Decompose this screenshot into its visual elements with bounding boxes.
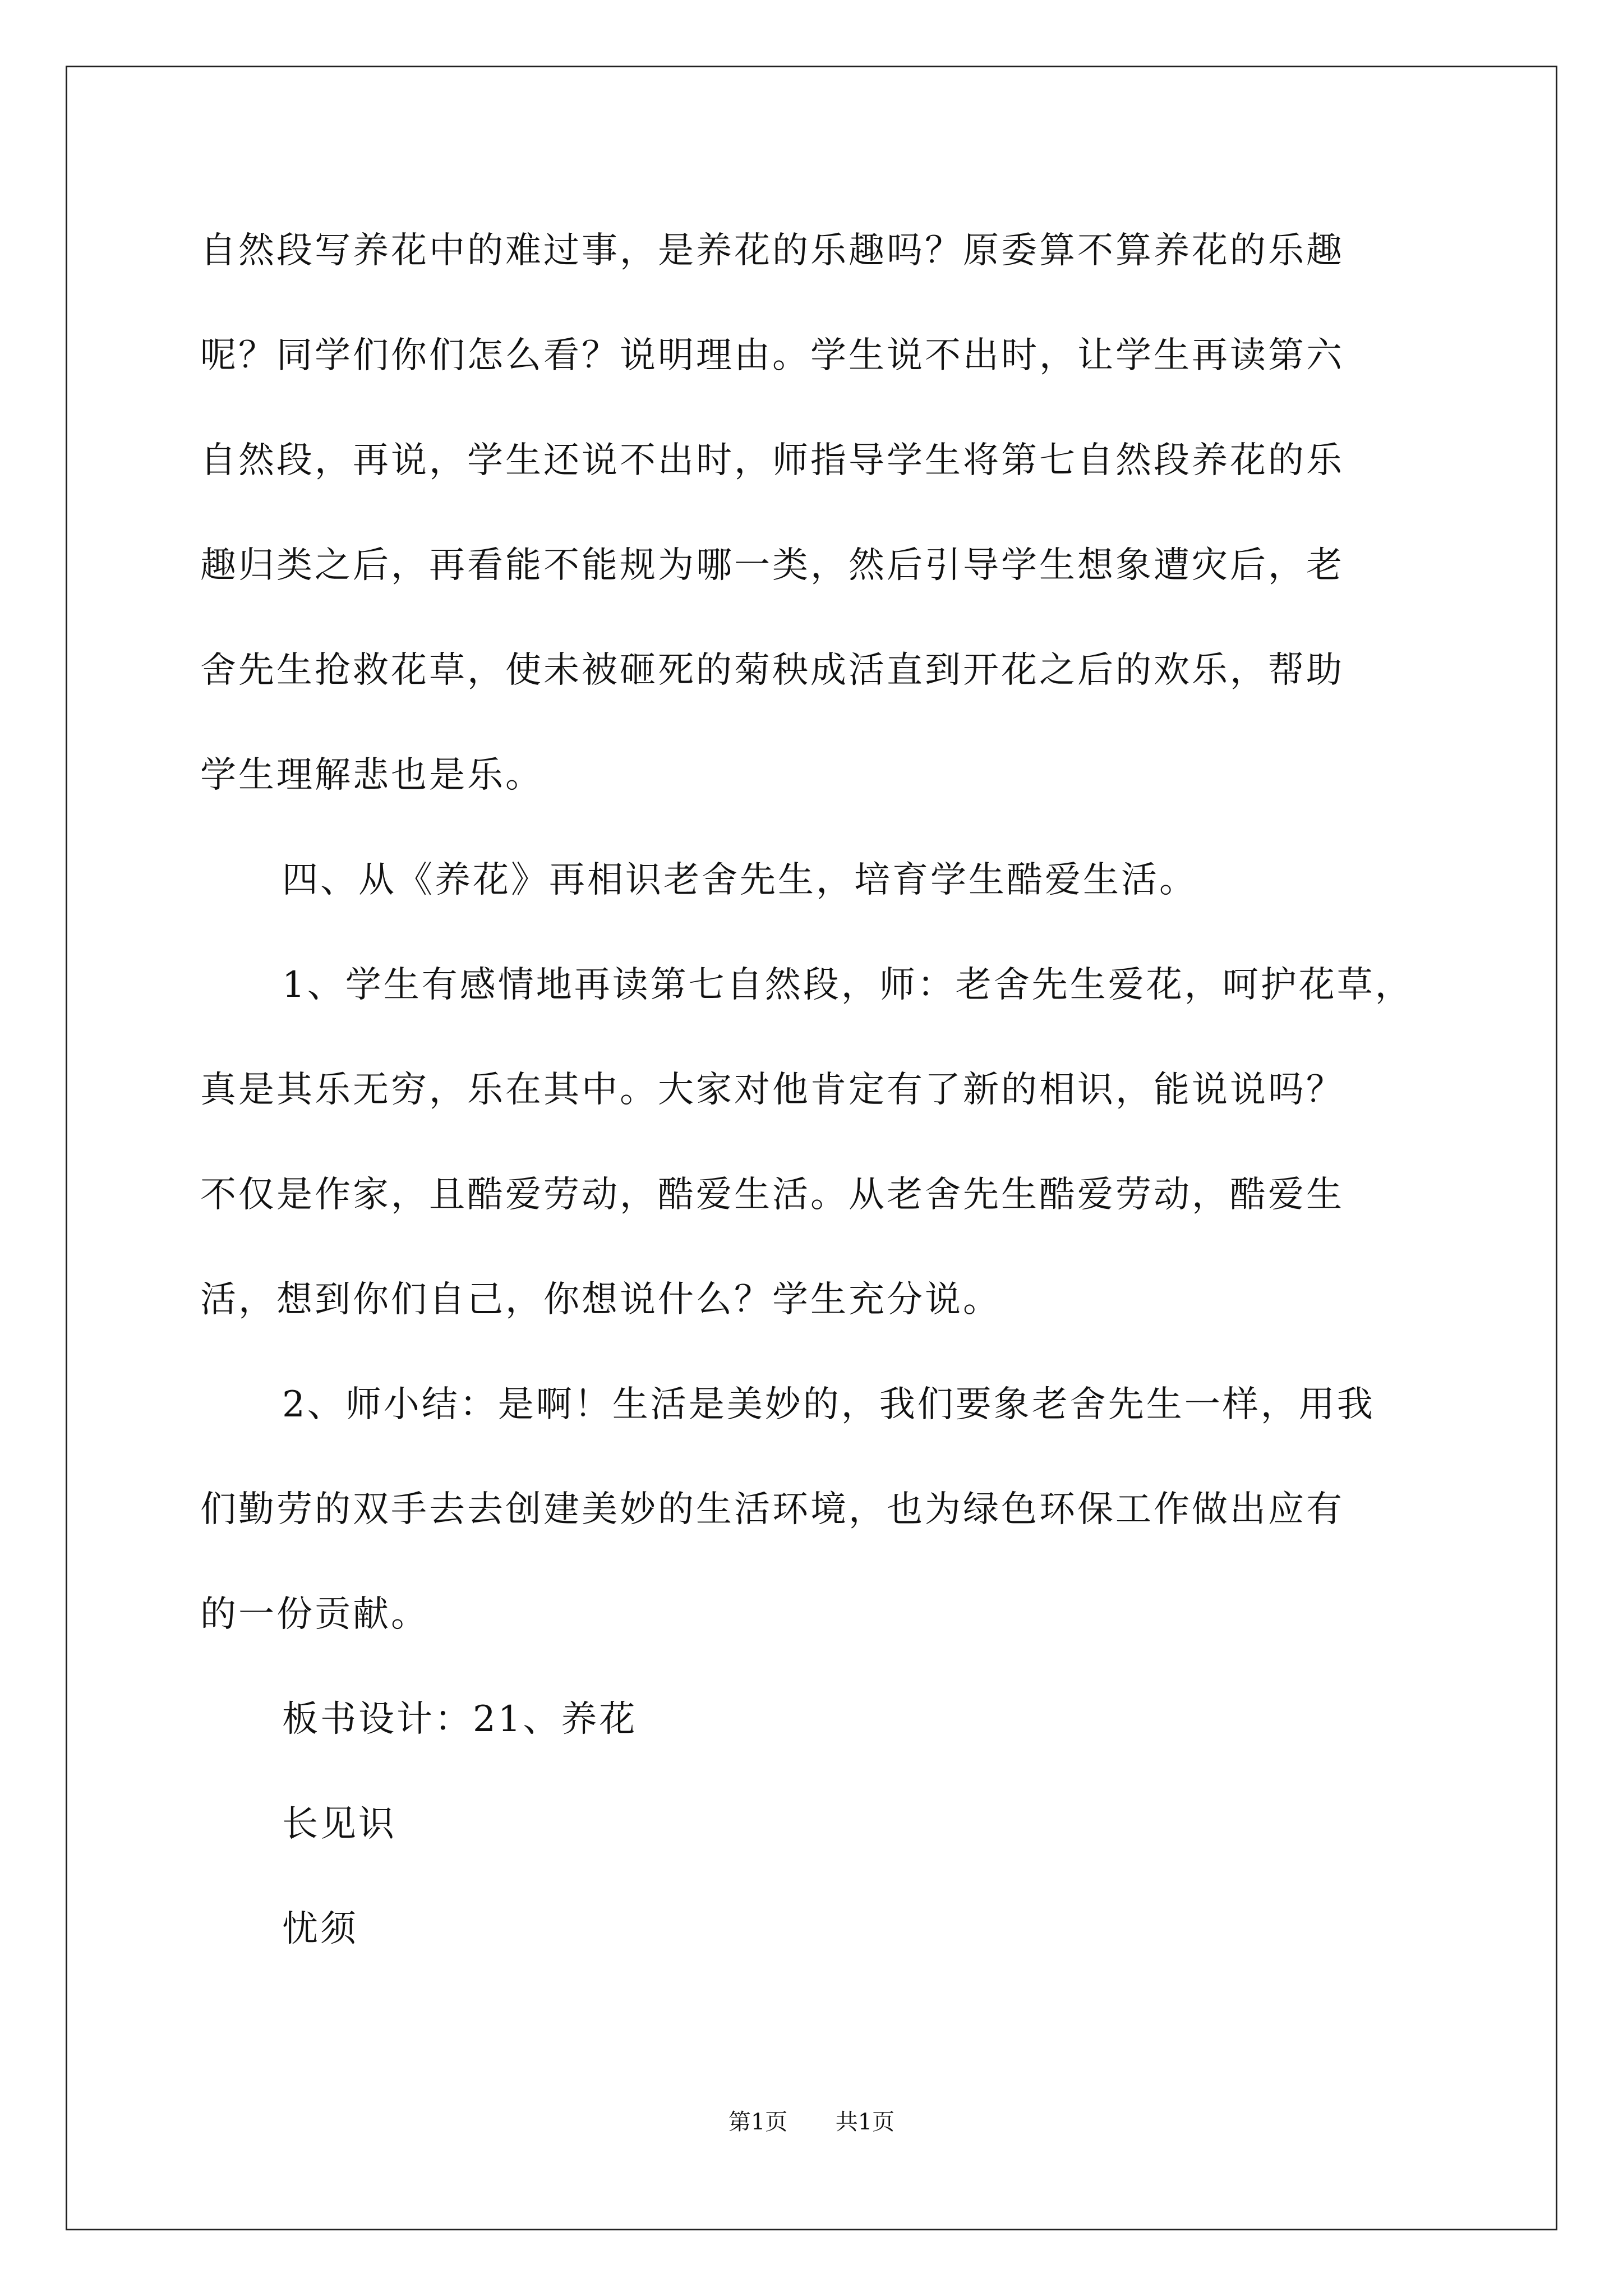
page-total: 共1页 <box>835 2109 895 2135</box>
paragraph-line: 2、师小结：是啊！生活是美妙的，我们要象老舍先生一样，用我 <box>282 1384 1375 1425</box>
page-footer <box>0 2108 1623 2136</box>
paragraph-line: 的一份贡献。 <box>200 1594 429 1635</box>
paragraph-line: 学生理解悲也是乐。 <box>200 754 543 796</box>
paragraph-line: 真是其乐无穷，乐在其中。大家对他肯定有了新的相识，能说说吗？ <box>200 1069 1344 1111</box>
paragraph-line: 1、学生有感情地再读第七自然段，师：老舍先生爱花，呵护花草， <box>282 964 1413 1006</box>
paragraph-line: 活，想到你们自己，你想说什么？学生充分说。 <box>200 1279 1001 1320</box>
paragraph-line: 趣归类之后，再看能不能规为哪一类，然后引导学生想象遭灾后，老 <box>200 545 1344 586</box>
board-design-item: 长见识 <box>282 1803 396 1845</box>
board-design-item: 忧须 <box>282 1908 358 1950</box>
paragraph-line: 不仅是作家，且酷爱劳动，酷爱生活。从老舍先生酷爱劳动，酷爱生 <box>200 1174 1344 1216</box>
page-border <box>66 66 1557 2230</box>
page-number: 第1页 <box>728 2109 788 2135</box>
paragraph-line: 们勤劳的双手去去创建美妙的生活环境，也为绿色环保工作做出应有 <box>200 1489 1344 1530</box>
section-heading: 四、从《养花》再相识老舍先生，培育学生酷爱生活。 <box>282 859 1197 901</box>
paragraph-line: 舍先生抢救花草，使未被砸死的菊秧成活直到开花之后的欢乐，帮助 <box>200 650 1344 691</box>
paragraph-line: 自然段写养花中的难过事，是养花的乐趣吗？原委算不算养花的乐趣 <box>200 230 1344 272</box>
paragraph-line: 自然段，再说，学生还说不出时，师指导学生将第七自然段养花的乐 <box>200 440 1344 481</box>
board-design-title: 板书设计：21、养花 <box>282 1699 638 1740</box>
paragraph-line: 呢？同学们你们怎么看？说明理由。学生说不出时，让学生再读第六 <box>200 335 1344 376</box>
